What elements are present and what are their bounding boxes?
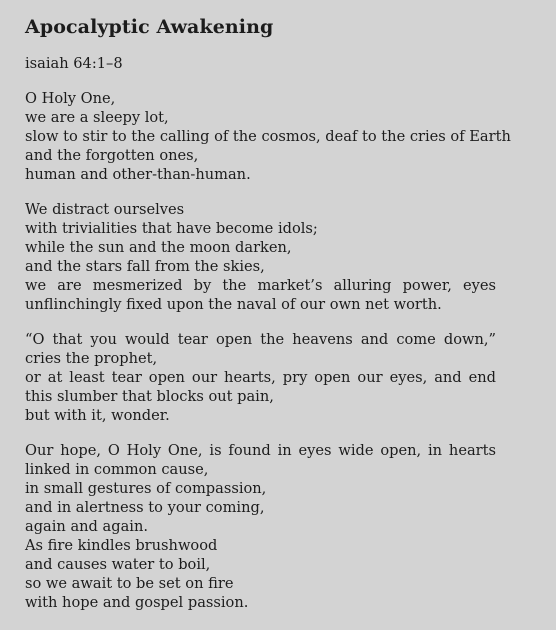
poem-line: with trivialities that have become idols;	[25, 220, 318, 237]
scripture-reference: isaiah 64:1–8	[25, 55, 123, 72]
poem-line: As fire kindles brushwood	[25, 537, 218, 554]
poem-line: we are mesmerized by the market’s alluring power, eyes unflinchingly fixed upon the naval of our own net worth.	[25, 277, 496, 313]
stanza-1	[25, 89, 511, 184]
poem-line: slow to stir to the calling of the cosmos, deaf to the cries of Earth	[25, 128, 511, 145]
stanza-4	[25, 441, 496, 612]
poem-line: while the sun and the moon darken,	[25, 239, 292, 256]
poem-line: O Holy One,	[25, 90, 116, 107]
poem-line: Our hope, O Holy One, is found in eyes wide open, in hearts linked in common cause,	[25, 442, 496, 478]
poem-line: and causes water to boil,	[25, 556, 211, 573]
poem-line: in small gestures of compassion,	[25, 480, 267, 497]
poem-title: Apocalyptic Awakening	[25, 16, 274, 38]
poem-body	[25, 89, 511, 612]
poem-line: and in alertness to your coming,	[25, 499, 265, 516]
poem-line: “O that you would tear open the heavens and come down,” cries the prophet,	[25, 331, 496, 367]
poem-line: we are a sleepy lot,	[25, 109, 169, 126]
poem-line: again and again.	[25, 518, 148, 535]
poem-line: and the forgotten ones,	[25, 147, 199, 164]
poem-line: with hope and gospel passion.	[25, 594, 249, 611]
poem-line: human and other-than-human.	[25, 166, 251, 183]
stanza-3	[25, 330, 496, 425]
poem-line: or at least tear open our hearts, pry open our eyes, and end this slumber that blocks out pain,	[25, 369, 496, 405]
stanza-2	[25, 200, 496, 314]
poem-line: so we await to be set on fire	[25, 575, 234, 592]
poem-line: We distract ourselves	[25, 201, 185, 218]
poem-line: and the stars fall from the skies,	[25, 258, 265, 275]
poem-line: but with it, wonder.	[25, 407, 170, 424]
